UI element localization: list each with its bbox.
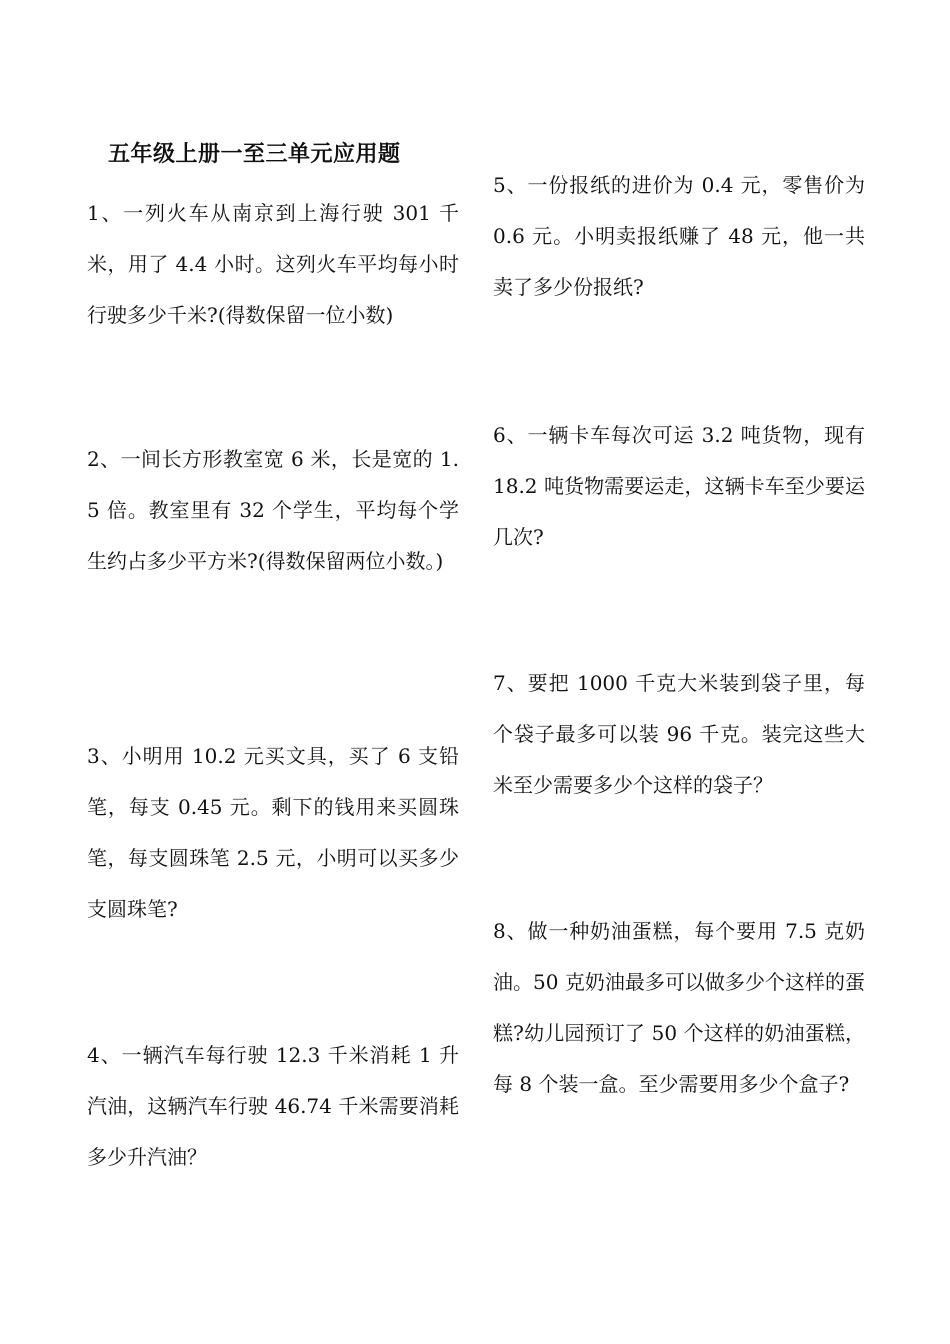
question-8: 8、做一种奶油蛋糕，每个要用 7.5 克奶油。50 克奶油最多可以做多少个这样的蛋糕?幼儿园预订了 50 个这样的奶油蛋糕，每 8 个装一盒。至少需要用多少个盒子? [493, 919, 865, 1096]
question-5: 5、一份报纸的进价为 0.4 元，零售价为 0.6 元。小明卖报纸赚了 48 元，他一共卖了多少份报纸? [493, 173, 865, 299]
question-6: 6、一辆卡车每次可运 3.2 吨货物，现有 18.2 吨货物需要运走，这辆卡车至少要运几次? [493, 423, 865, 549]
question-3: 3、小明用 10.2 元买文具，买了 6 支铅笔，每支 0.45 元。剩下的钱用来买圆珠笔，每支圆珠笔 2.5 元，小明可以买多少支圆珠笔? [87, 744, 459, 921]
page-title: 五年级上册一至三单元应用题 [108, 142, 401, 167]
question-7: 7、要把 1000 千克大米装到袋子里，每个袋子最多可以装 96 千克。装完这些大米至少需要多少个这样的袋子？ [493, 671, 865, 797]
question-4: 4、一辆汽车每行驶 12.3 千米消耗 1 升汽油，这辆汽车行驶 46.74 千米需要消耗多少升汽油？ [87, 1043, 459, 1169]
question-1: 1、一列火车从南京到上海行驶 301 千米，用了 4.4 小时。这列火车平均每小时行驶多少千米?(得数保留一位小数) [87, 201, 459, 327]
question-2: 2、一间长方形教室宽 6 米，长是宽的 1.5 倍。教室里有 32 个学生，平均每个学生约占多少平方米?(得数保留两位小数。) [87, 447, 459, 573]
